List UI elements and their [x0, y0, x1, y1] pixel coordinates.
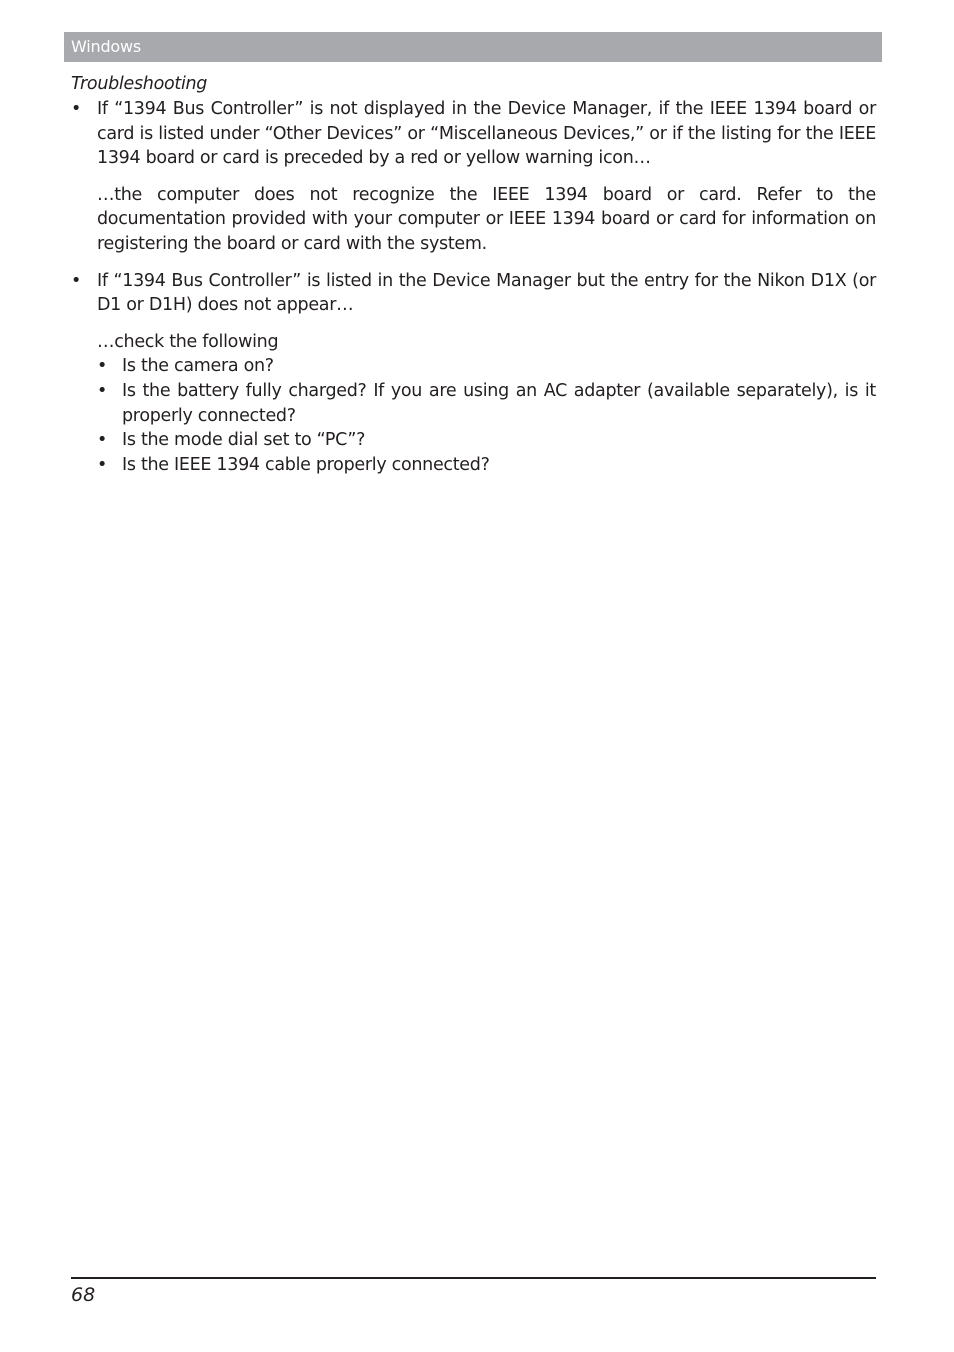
- checklist-item: [97, 354, 876, 379]
- page-content: [71, 72, 876, 477]
- checklist-text: Is the IEEE 1394 cable properly connected?: [122, 454, 490, 475]
- troubleshooting-resolution: …the computer does not recognize the IEEE 1394 board or card. Refer to the documentation provided with your computer or IEEE 1394 board or card for information on registering the board or card with the system.: [97, 184, 876, 254]
- bullet-glyph: •: [71, 99, 82, 119]
- troubleshooting-item: [71, 97, 876, 171]
- troubleshooting-item: [71, 269, 876, 318]
- troubleshooting-condition: If “1394 Bus Controller” is listed in the Device Manager but the entry for the Nikon D1X (or D1 or D1H) does not appear…: [97, 270, 876, 316]
- bullet-glyph: •: [97, 380, 108, 401]
- section-header-bar: [64, 32, 882, 62]
- bullet-glyph: •: [97, 430, 108, 451]
- bullet-glyph: •: [97, 356, 108, 377]
- checklist-text: Is the battery fully charged? If you are using an AC adapter (available separately), is it properly connected?: [122, 380, 876, 426]
- troubleshooting-resolution: …check the following: [97, 331, 279, 352]
- checklist-text: Is the camera on?: [122, 356, 274, 377]
- troubleshooting-condition: If “1394 Bus Controller” is not displayed in the Device Manager, if the IEEE 1394 board or card is listed under “Other Devices” or “Miscellaneous Devices,” or if the listing for the IEEE 1394 board or card is preceded by a red or yellow warning icon…: [97, 99, 876, 169]
- checklist: [97, 354, 876, 477]
- footer-divider: [71, 1277, 876, 1279]
- troubleshooting-title: Troubleshooting: [71, 74, 208, 94]
- checklist-text: Is the mode dial set to “PC”?: [122, 430, 366, 451]
- checklist-item: [97, 453, 876, 478]
- page-number: 68: [71, 1284, 96, 1306]
- checklist-item: [97, 379, 876, 428]
- bullet-glyph: •: [97, 454, 108, 475]
- section-label: Windows: [71, 37, 142, 56]
- checklist-item: [97, 428, 876, 453]
- bullet-glyph: •: [71, 270, 82, 291]
